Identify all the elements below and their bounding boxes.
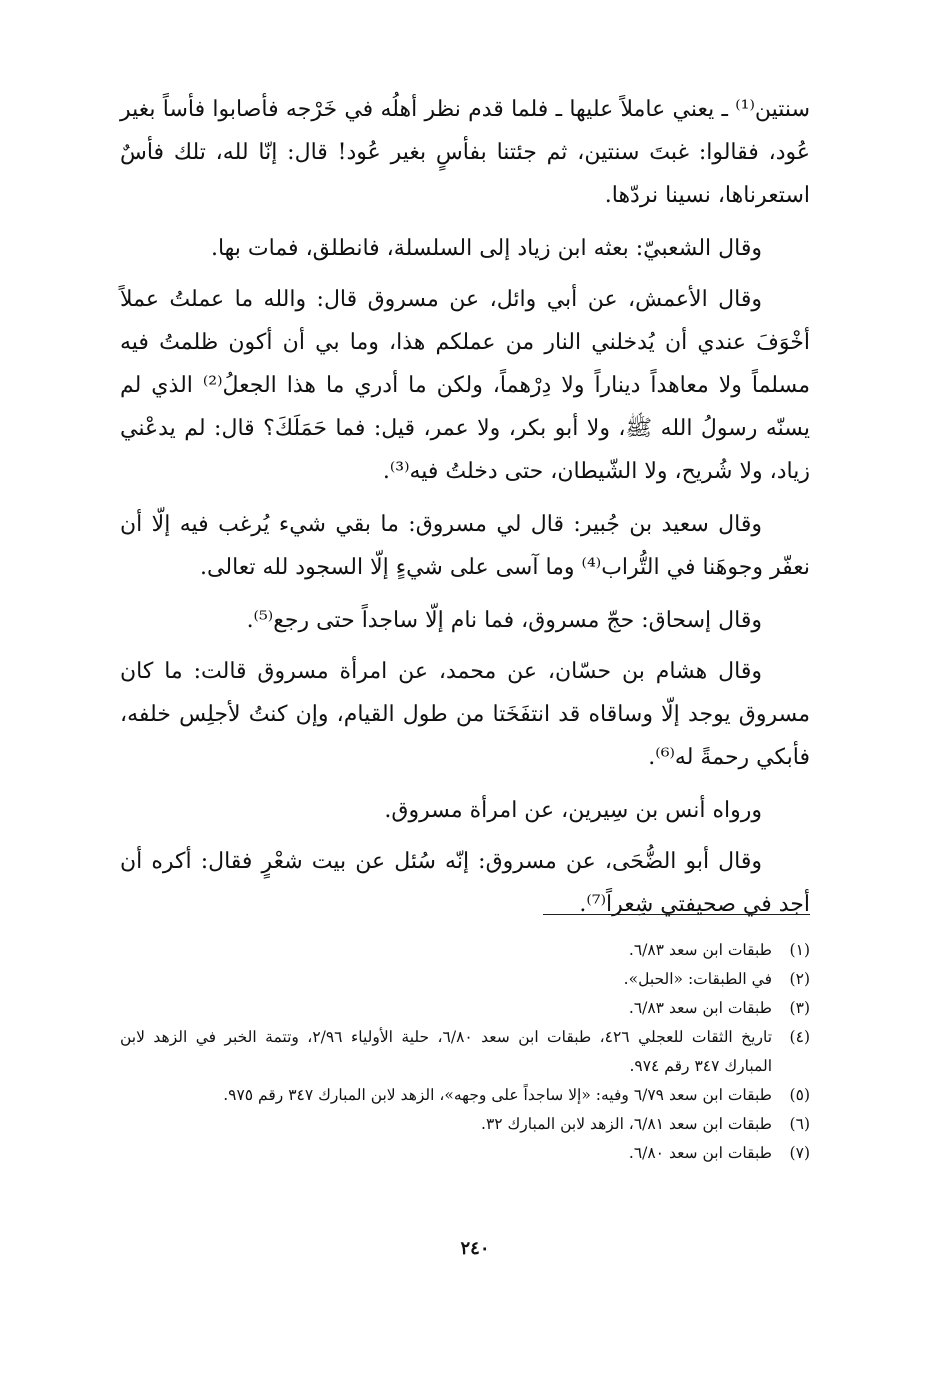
footnote-text: طبقات ابن سعد ٦/٧٩ وفيه: «إلا ساجداً على وجهه»، الزهد لابن المبارك ٣٤٧ رقم ٩٧٥. xyxy=(223,1086,772,1104)
footnote xyxy=(120,1081,810,1110)
footnote xyxy=(120,1023,810,1081)
footnote xyxy=(120,965,810,994)
footnote-number: (٣) xyxy=(789,999,810,1017)
paragraph: وقال سعيد بن جُبير: قال لي مسروق: ما بقي شيء يُرغب فيه إلّا أن نعفّر وجوهَنا في التُّراب⁽⁴⁾ وما آسى على شيءٍ إلّا السجود لله تعالى. xyxy=(120,512,810,580)
footnotes xyxy=(120,936,810,1168)
paragraph: سنتين⁽¹⁾ ـ يعني عاملاً عليها ـ فلما قدم نظر أهلُه في خَرْجه فأصابوا فأساً بغير عُود، فقالوا: غبتَ سنتين، ثم جئتنا بفأسٍ بغير عُود! قال: إنّا لله، تلك فأسٌ استعرناها، نسينا نردّها. xyxy=(120,97,810,208)
footnote-number: (٤) xyxy=(789,1028,810,1046)
paragraph: وقال أبو الضُّحَى، عن مسروق: إنّه سُئل عن بيت شعْرٍ فقال: أكره أن أجد في صحيفتي شِعراً⁽⁷⁾. xyxy=(120,849,810,917)
footnote-text: طبقات ابن سعد ٦/٨١، الزهد لابن المبارك ٣٢. xyxy=(481,1115,772,1133)
footnote-number: (٢) xyxy=(789,970,810,988)
paragraph: وقال هشام بن حسّان، عن محمد، عن امرأة مسروق قالت: ما كان مسروق يوجد إلّا وساقاه قد انتفَخَتا من طول القيام، وإن كنتُ لأجلِس خلفه، فأبكي رحمةً له⁽⁶⁾. xyxy=(120,659,810,770)
footnote xyxy=(120,1110,810,1139)
footnote xyxy=(120,1139,810,1168)
footnote-text: طبقات ابن سعد ٦/٨٣. xyxy=(628,999,772,1017)
footnote-text: طبقات ابن سعد ٦/٨٣. xyxy=(628,941,772,959)
paragraph: وقال إسحاق: حجّ مسروق، فما نام إلّا ساجداً حتى رجع⁽⁵⁾. xyxy=(246,608,762,633)
footnote xyxy=(120,994,810,1023)
main-text xyxy=(120,88,810,934)
footnote-text: تاريخ الثقات للعجلي ٤٢٦، طبقات ابن سعد ٦/٨٠، حلية الأولياء ٢/٩٦، وتتمة الخبر في الزهد لابن المبارك ٣٤٧ رقم ٩٧٤. xyxy=(120,1028,773,1075)
footnote-number: (٧) xyxy=(789,1144,810,1162)
paragraph: ورواه أنس بن سِيرين، عن امرأة مسروق. xyxy=(384,798,762,823)
footnote-divider xyxy=(543,914,810,915)
page-number: ٢٤٠ xyxy=(460,1238,490,1259)
footnote-text: طبقات ابن سعد ٦/٨٠. xyxy=(628,1144,772,1162)
footnote-number: (١) xyxy=(789,941,810,959)
paragraph: وقال الشعبيّ: بعثه ابن زياد إلى السلسلة، فانطلق، فمات بها. xyxy=(210,236,762,261)
paragraph: وقال الأعمش، عن أبي وائل، عن مسروق قال: والله ما عملتُ عملاً أخْوَفَ عندي أن يُدخلني النار من عملكم هذا، وما بي أن أكون ظلمتُ فيه مسلماً ولا معاهداً ديناراً ولا دِرْهماً، ولكن ما أدري ما هذا الجعلُ⁽²⁾ الذي لم يسنّه رسولُ الله ﷺ، ولا أبو بكر، ولا عمر، قيل: فما حَمَلَكَ؟ قال: لم يدعْني زياد، ولا شُريح، ولا الشّيطان، حتى دخلتُ فيه⁽³⁾. xyxy=(120,287,810,484)
footnote-text: في الطبقات: «الحبل». xyxy=(623,970,772,988)
footnote xyxy=(120,936,810,965)
footnote-number: (٥) xyxy=(789,1086,810,1104)
footnote-number: (٦) xyxy=(789,1115,810,1133)
